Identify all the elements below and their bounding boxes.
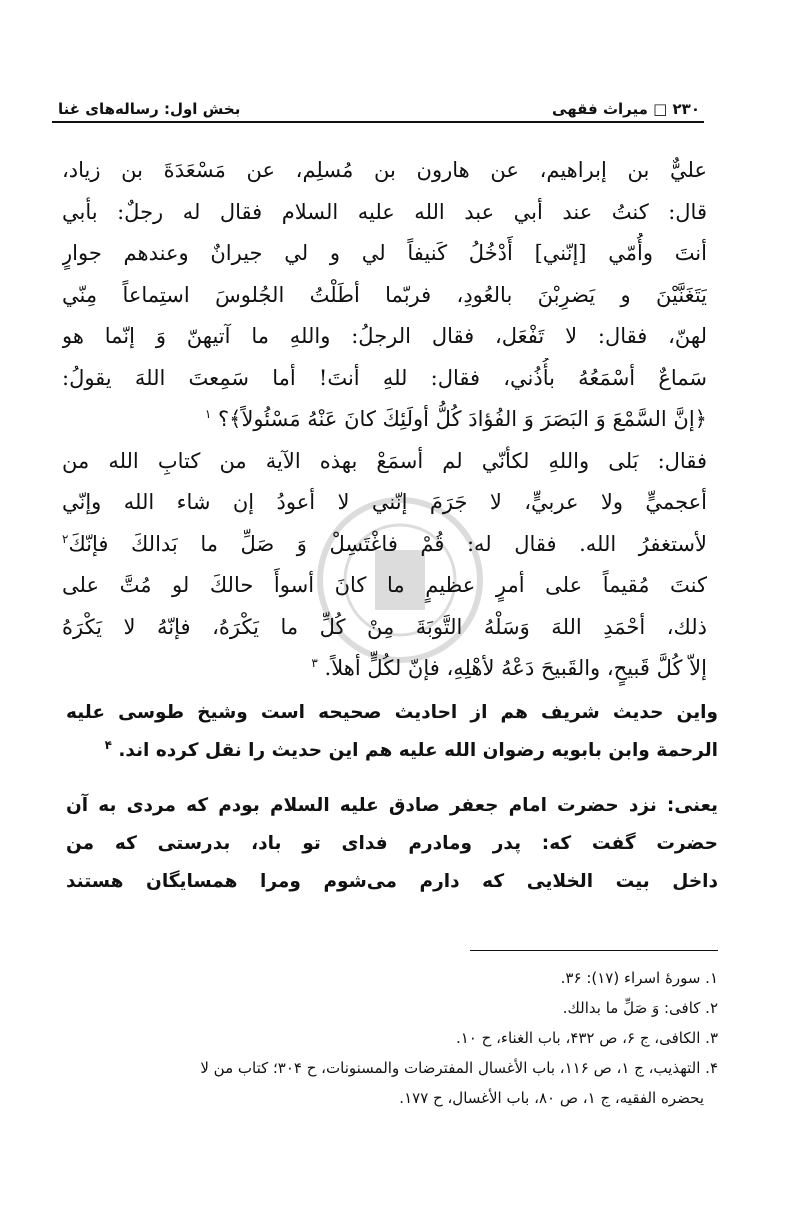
persian-commentary (66, 694, 718, 770)
section-title: بخش اول: رساله‌های غنا (58, 100, 241, 118)
arabic-line: ذلك، أحْمَدِ اللهَ وَسَلْهُ التَّوبَةَ مِنْ كُلِّ ما يَكْرَهُ، فإنّهُ لا يَكْرَهُ (62, 614, 707, 639)
persian-line: یعنی: نزد حضرت امام جعفر صادق علیه السلام بودم که مردی به آن (66, 795, 718, 816)
persian-line: حضرت گفت که: پدر ومادرم فدای تو باد، بدرستی که من (66, 833, 718, 854)
page-number-label: ۲۳۰ □ میراث فقهی (552, 100, 700, 118)
arabic-line: أنتَ وأُمّي [إنّني] أَدْخُلُ كَنيفاً لي و لي جيرانٌ وعندهم جوارٍ (62, 241, 707, 265)
arabic-line: لهنّ، فقال: لا تَفْعَل، فقال الرجلُ: واللهِ ما آتيهنّ وَ إنّما هو (62, 324, 707, 348)
footnote-ref: ۳ (311, 656, 318, 670)
quran-verse: ﴿إنَّ السَّمْعَ وَ البَصَرَ وَ الفُؤادَ كُلُّ أولَئِكَ كانَ عَنْهُ مَسْئُولاً﴾؟ (218, 407, 707, 431)
persian-line (66, 732, 718, 770)
arabic-hadith-text (62, 150, 707, 690)
footnote-ref: ۴ (104, 737, 112, 752)
arabic-line-text: لأستغفرُ الله. فقال له: قُمْ فاغْتَسِلْ وَ صَلِّ ما بَدالكَ فإنّكَ (68, 531, 707, 556)
arabic-line: قال: كنتُ عند أبي عبد الله عليه السلام فقال له رجلٌ: بأبي (62, 199, 707, 224)
arabic-line-text: إلاّ كُلَّ قَبيحٍ، والقَبيحَ دَعْهُ لأهْلِهِ، فإنّ لكُلٍّ أهلاً. (324, 656, 707, 680)
arabic-line: أعجميٍّ ولا عربيٍّ، لا جَرَمَ إنّني لا أعودُ إن شاء الله وإنّي (62, 490, 707, 514)
footnote-ref: ۲ (62, 531, 69, 546)
footnote-item-continuation: یحضره الفقیه، ج ۱، ص ۸۰، باب الأغسال، ح ۱۷۷. (399, 1089, 704, 1107)
footnote-ref: ۱ (204, 407, 212, 421)
arabic-line-quran-verse (62, 399, 707, 441)
arabic-line: سَماعٌ أسْمَعُهُ بأُذُني، فقال: للهِ أنتَ! أما سَمِعتَ اللهَ يقولُ: (62, 365, 707, 390)
persian-line: واین حدیث شریف هم از احادیث صحیحه است وشیخ طوسی علیه (66, 702, 718, 723)
footnote-item: ۲. کافی: وَ صَلِّ ما بدالك. (562, 999, 718, 1017)
arabic-line (62, 524, 707, 566)
header-divider (52, 121, 704, 123)
footnote-divider (470, 950, 718, 951)
arabic-line (62, 648, 707, 690)
arabic-line: يَتَغَنَّيْنَ و يَضرِبْنَ بالعُودِ، فربّما أطَلْتُ الجُلوسَ استِماعاً مِنّي (62, 282, 707, 307)
persian-translation (66, 787, 718, 901)
footnote-item: ۱. سورهٔ اسراء (۱۷): ۳۶. (560, 969, 718, 987)
running-header (58, 88, 700, 118)
footnote-item: ۴. التهذیب، ج ۱، ص ۱۱۶، باب الأغسال المفترضات والمسنونات، ح ۳۰۴؛ کتاب من لا (200, 1059, 718, 1077)
footnote-item: ۳. الکافی، ج ۶، ص ۴۳۲، باب الغناء، ح ۱۰. (455, 1029, 718, 1047)
persian-line-text: الرحمة وابن بابویه رضوان الله علیه هم این حدیث را نقل کرده اند. (118, 740, 718, 761)
arabic-line: فقال: بَلى واللهِ لكأنّي لم أسمَعْ بهذه الآية من كتابِ الله من (62, 448, 707, 473)
footnotes (72, 963, 718, 1113)
arabic-line: كنتَ مُقيماً على أمرٍ عظيمٍ ما كانَ أسوأَ حالكَ لو مُتَّ على (62, 573, 707, 597)
arabic-line: عليٌّ بن إبراهيم، عن هارون بن مُسلِم، عن مَسْعَدَةَ بن زياد، (62, 158, 707, 182)
persian-line: داخل بیت الخلایی که دارم می‌شوم ومرا همسایگان هستند (66, 871, 718, 892)
